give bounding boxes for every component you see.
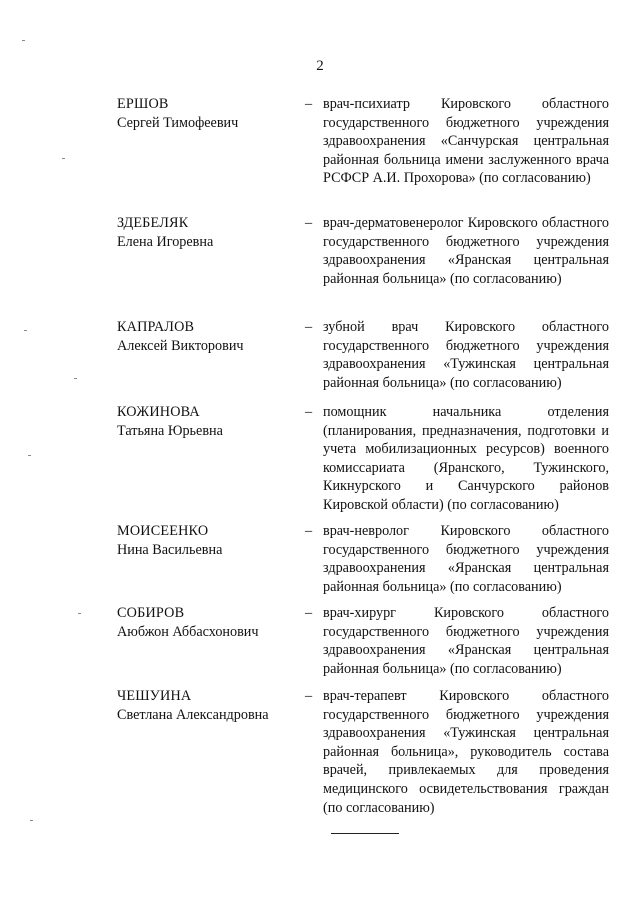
scan-speck (24, 330, 27, 331)
dash-separator: – (305, 404, 313, 420)
member-given-names: Сергей Тимофеевич (117, 114, 239, 131)
end-divider (331, 833, 399, 834)
member-name (117, 318, 302, 355)
dash-separator: – (305, 96, 313, 112)
member-surname: СОБИРОВ (117, 605, 185, 621)
scan-speck (22, 40, 25, 41)
member-given-names: Алексей Викторович (117, 337, 244, 354)
member-given-names: Аюбжон Аббасхонович (117, 623, 259, 640)
member-surname: ЗДЕБЕЛЯК (117, 215, 189, 231)
member-given-names: Елена Игоревна (117, 233, 214, 250)
dash-separator: – (305, 605, 313, 621)
scan-speck (78, 613, 81, 614)
dash-separator: – (305, 688, 313, 704)
member-name (117, 214, 302, 251)
dash-separator: – (305, 523, 313, 539)
member-role: врач-психиатр Кировского областного государственного бюджетного учреждения здравоохранения «Санчурская центральная районная больница имени заслуженного врача РСФСР А.И. Прохорова» (по согласованию) (323, 96, 609, 187)
scan-speck (30, 820, 33, 821)
member-name (117, 95, 302, 132)
member-given-names: Светлана Александровна (117, 706, 269, 723)
scan-speck (28, 455, 31, 456)
member-role: зубной врач Кировского областного государственного бюджетного учреждения здравоохранения «Тужинская центральная районная больница» (по согласованию) (323, 319, 609, 391)
member-role: врач-хирург Кировского областного государственного бюджетного учреждения здравоохранения «Яранская центральная районная больница» (по согласованию) (323, 605, 609, 677)
member-surname: КАПРАЛОВ (117, 319, 195, 335)
member-surname: МОИСЕЕНКО (117, 523, 209, 539)
member-given-names: Нина Васильевна (117, 541, 223, 558)
member-surname: ЧЕШУИНА (117, 688, 192, 704)
page-number: 2 (316, 58, 324, 74)
member-name (117, 687, 302, 724)
member-name (117, 403, 302, 440)
member-name (117, 604, 302, 641)
member-role: врач-дерматовенеролог Кировского областного государственного бюджетного учреждения здравоохранения «Яранская центральная районная больница» (по согласованию) (323, 215, 609, 287)
dash-separator: – (305, 319, 313, 335)
scan-speck (62, 158, 65, 159)
member-role: помощник начальника отделения (планирования, предназначения, подготовки и учета мобилизационных ресурсов) военного комиссариата (Яранского, Тужинского, Кикнурского и Санчурского районов Кировской области) (по согласованию) (323, 404, 609, 513)
member-given-names: Татьяна Юрьевна (117, 422, 223, 439)
member-role: врач-терапевт Кировского областного государственного бюджетного учреждения здравоохранения «Тужинская центральная районная больница», руководитель состава врачей, привлекаемых для проведения медицинского освидетельствования граждан (по согласованию) (323, 688, 609, 816)
member-role: врач-невролог Кировского областного государственного бюджетного учреждения здравоохранения «Яранская центральная районная больница» (по согласованию) (323, 523, 609, 595)
scan-speck (74, 378, 77, 379)
member-name (117, 522, 302, 559)
dash-separator: – (305, 215, 313, 231)
member-surname: ЕРШОВ (117, 96, 169, 112)
member-surname: КОЖИНОВА (117, 404, 200, 420)
